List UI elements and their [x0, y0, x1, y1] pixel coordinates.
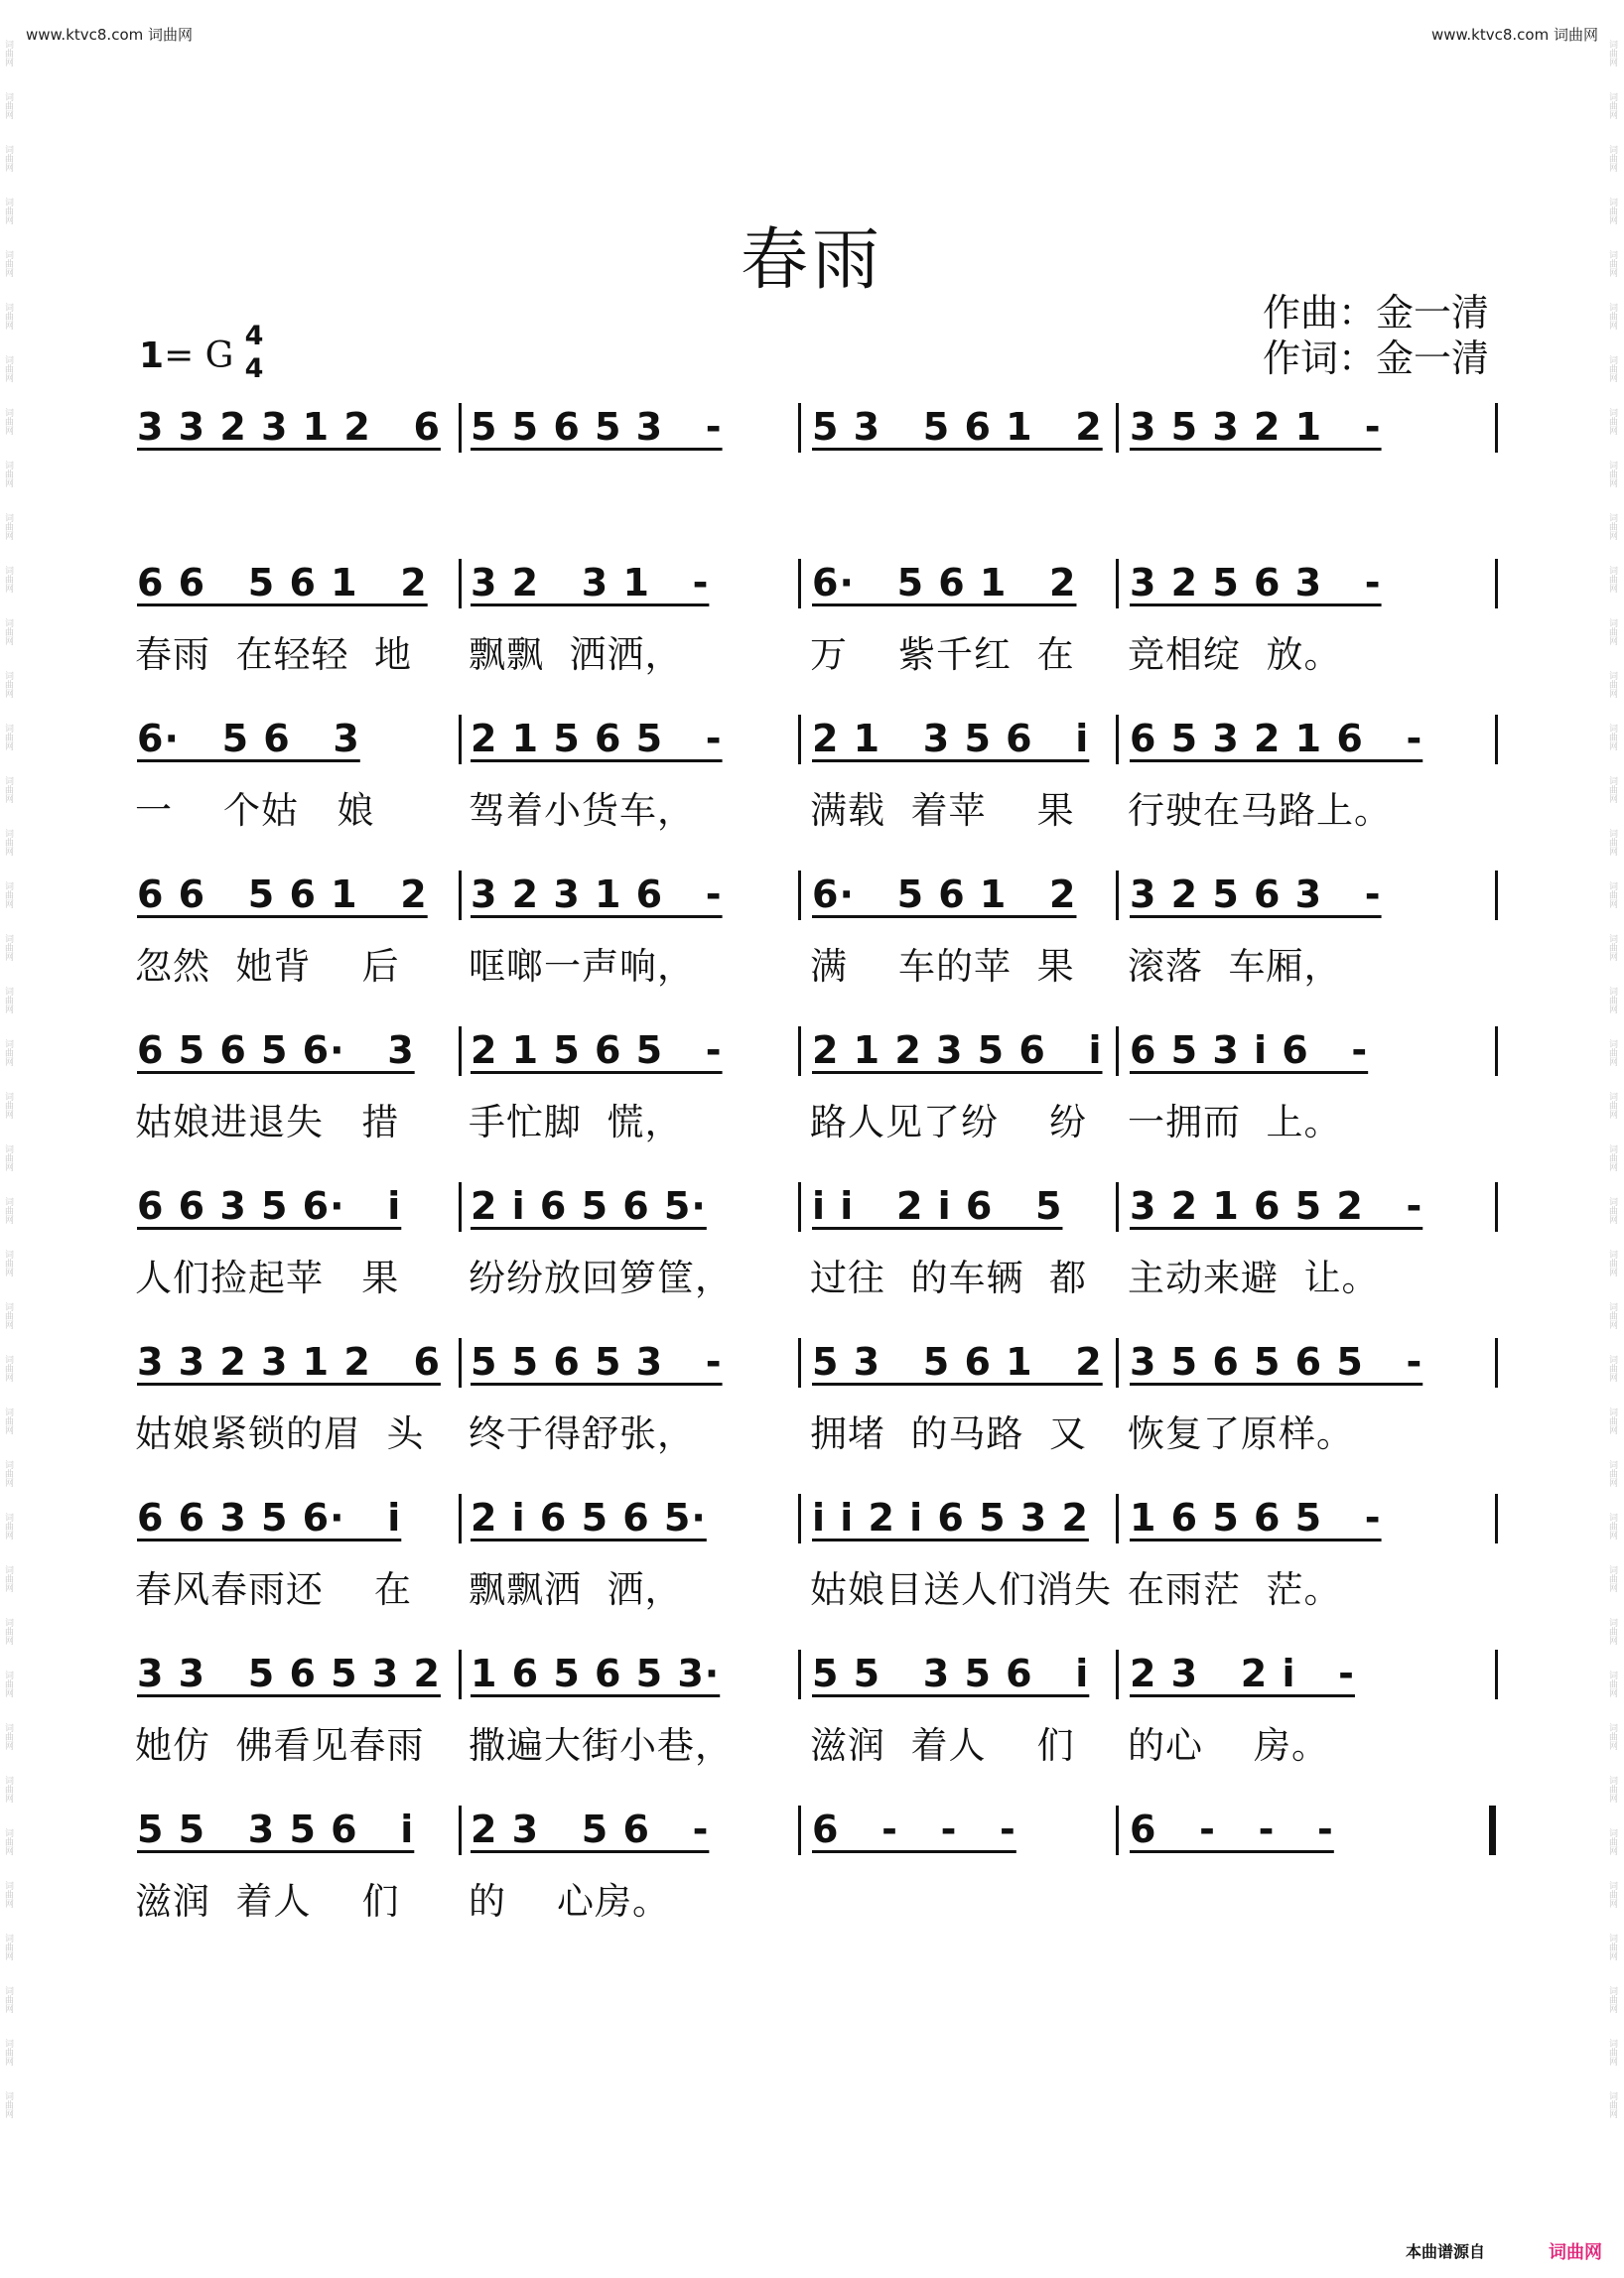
score-system [137, 1334, 1499, 1490]
watermark-text: 词曲网 [1607, 566, 1617, 593]
bar-line [1116, 1338, 1119, 1388]
watermark-text: 词曲网 [3, 145, 13, 172]
measure-notes: 5 5 3 5 6 i [137, 1808, 415, 1851]
watermark-text: 词曲网 [3, 2039, 13, 2066]
watermark-text: 词曲网 [3, 1460, 13, 1487]
watermark-text: 词曲网 [1607, 618, 1617, 645]
watermark-text: 词曲网 [3, 1986, 13, 2013]
header-site-right: www.ktvc8.com 词曲网 [1430, 26, 1598, 44]
lyric-segment: 过往 的车辆 都 [810, 1257, 1088, 1299]
bar-line [798, 715, 801, 764]
watermark-text: 词曲网 [3, 881, 13, 908]
bar-line [798, 403, 801, 453]
score-system [137, 399, 1499, 555]
measure-notes: 3 5 3 2 1 - [1130, 405, 1382, 449]
watermark-strip-right [1606, 40, 1622, 2223]
measure-notes: 5 3 5 6 1 2 [812, 405, 1103, 449]
watermark-text: 词曲网 [3, 724, 13, 750]
score-system [137, 1178, 1499, 1334]
lyric-segment: 姑娘紧锁的眉 头 [135, 1412, 425, 1455]
lyric-segment: 的 心房。 [469, 1880, 671, 1923]
watermark-text: 词曲网 [1607, 1828, 1617, 1855]
lyric-segment: 一 个姑 娘 [135, 789, 375, 832]
watermark-text: 词曲网 [3, 1144, 13, 1171]
bar-line [1495, 871, 1498, 920]
measure-notes: 2 3 2 i - [1130, 1652, 1355, 1695]
watermark-text: 词曲网 [1607, 829, 1617, 856]
lyric-segment: 路人见了纷 纷 [810, 1101, 1088, 1143]
measure-notes: 6 6 3 5 6· i [137, 1184, 402, 1228]
watermark-text: 词曲网 [1607, 355, 1617, 382]
watermark-text: 词曲网 [1607, 934, 1617, 961]
brand-logo: 词曲网 [1549, 2242, 1602, 2263]
measure-notes: 6 - - - [1130, 1808, 1334, 1851]
bar-line [798, 1494, 801, 1543]
lyric-segment: 主动来避 让。 [1128, 1257, 1380, 1299]
watermark-text: 词曲网 [3, 1039, 13, 1066]
bar-line [1495, 1494, 1498, 1543]
lyric-segment: 飘飘洒 洒， [469, 1568, 683, 1611]
lyric-segment: 在雨茫 茫。 [1128, 1568, 1342, 1611]
watermark-text: 词曲网 [3, 1302, 13, 1329]
watermark-text: 词曲网 [1607, 198, 1617, 224]
measure-notes: 2 i 6 5 6 5· [471, 1496, 707, 1540]
watermark-text: 词曲网 [3, 513, 13, 540]
watermark-text: 词曲网 [1607, 1723, 1617, 1750]
score-system [137, 1022, 1499, 1178]
measure-notes: 6 6 3 5 6· i [137, 1496, 402, 1540]
lyric-segment: 竞相绽 放。 [1128, 633, 1342, 676]
bar-line [1116, 871, 1119, 920]
notation-row [137, 711, 1499, 770]
score-system [137, 1646, 1499, 1802]
watermark-text: 词曲网 [1607, 1250, 1617, 1276]
measure-notes: 5 5 6 5 3 - [471, 1340, 723, 1384]
measure-notes: 2 i 6 5 6 5· [471, 1184, 707, 1228]
bar-line [1495, 1182, 1498, 1232]
watermark-text: 词曲网 [1607, 40, 1617, 67]
watermark-text: 词曲网 [1607, 1565, 1617, 1592]
watermark-text: 词曲网 [1607, 408, 1617, 435]
measure-notes: 2 1 2 3 5 6 i [812, 1028, 1103, 1072]
bar-line [1495, 1026, 1498, 1076]
watermark-text: 词曲网 [1607, 1776, 1617, 1803]
measure-notes: 1 6 5 6 5 3· [471, 1652, 721, 1695]
watermark-text: 词曲网 [3, 250, 13, 277]
score-system [137, 555, 1499, 711]
measure-notes: 3 3 2 3 1 2 6 [137, 405, 441, 449]
time-signature [241, 320, 267, 385]
watermark-text: 词曲网 [1607, 513, 1617, 540]
lyric-segment: 滋润 着人 们 [810, 1724, 1075, 1767]
watermark-text: 词曲网 [1607, 1460, 1617, 1487]
watermark-text: 词曲网 [1607, 303, 1617, 330]
lyric-segment: 驾着小货车， [469, 789, 695, 832]
lyrics-row [137, 932, 1499, 990]
lyric-segment: 一拥而 上。 [1128, 1101, 1342, 1143]
watermark-text: 词曲网 [3, 461, 13, 487]
bar-line [798, 871, 801, 920]
bar-line [798, 1806, 801, 1855]
lyric-segment: 忽然 她背 后 [135, 945, 400, 988]
measure-notes: 2 1 3 5 6 i [812, 717, 1090, 760]
watermark-text: 词曲网 [3, 2091, 13, 2118]
source-note: 本曲谱源自 [1405, 2242, 1485, 2261]
measure-notes: 6 5 3 i 6 - [1130, 1028, 1369, 1072]
watermark-text: 词曲网 [1607, 145, 1617, 172]
bar-line [798, 559, 801, 608]
bar-line [798, 1182, 801, 1232]
bar-line [1116, 403, 1119, 453]
bar-line [459, 715, 462, 764]
measure-notes: 6 - - - [812, 1808, 1016, 1851]
measure-notes: 6 6 5 6 1 2 [137, 561, 428, 604]
watermark-text: 词曲网 [1607, 1302, 1617, 1329]
bar-line [1495, 1338, 1498, 1388]
score [137, 399, 1499, 1957]
bar-line [1116, 1026, 1119, 1076]
measure-notes: 6 5 6 5 6· 3 [137, 1028, 415, 1072]
bar-line [1116, 1806, 1119, 1855]
measure-notes: 3 2 3 1 6 - [471, 872, 723, 916]
measure-notes: 3 2 5 6 3 - [1130, 872, 1382, 916]
watermark-text: 词曲网 [1607, 724, 1617, 750]
watermark-strip-left [2, 40, 18, 2223]
bar-line [459, 1182, 462, 1232]
lyrics-row [137, 1711, 1499, 1769]
watermark-text: 词曲网 [1607, 776, 1617, 803]
notation-row [137, 555, 1499, 614]
notation-row [137, 1490, 1499, 1549]
watermark-text: 词曲网 [3, 1092, 13, 1119]
notation-row [137, 1646, 1499, 1705]
bar-line [1116, 559, 1119, 608]
measure-notes: 6· 5 6 3 [137, 717, 360, 760]
watermark-text: 词曲网 [3, 1513, 13, 1540]
lyric-segment: 人们捡起苹 果 [135, 1257, 400, 1299]
lyric-segment: 手忙脚 慌， [469, 1101, 683, 1143]
score-system [137, 1490, 1499, 1646]
watermark-text: 词曲网 [3, 198, 13, 224]
watermark-text: 词曲网 [3, 566, 13, 593]
measure-notes: 2 3 5 6 - [471, 1808, 710, 1851]
lyric-segment: 满载 着苹 果 [810, 789, 1075, 832]
watermark-text: 词曲网 [1607, 1881, 1617, 1908]
watermark-text: 词曲网 [3, 1881, 13, 1908]
time-numerator: 4 [244, 321, 264, 351]
lyric-segment: 万 紫千红 在 [810, 633, 1075, 676]
notation-row [137, 1178, 1499, 1238]
lyrics-row [137, 1088, 1499, 1145]
bar-line [459, 403, 462, 453]
watermark-text: 词曲网 [3, 1197, 13, 1224]
bar-line [798, 1650, 801, 1699]
bar-line [1495, 559, 1498, 608]
watermark-text: 词曲网 [3, 1565, 13, 1592]
bar-line [459, 1338, 462, 1388]
lyric-segment: 她仿 佛看见春雨 [135, 1724, 425, 1767]
bar-line [1495, 715, 1498, 764]
header-site-left: www.ktvc8.com 词曲网 [26, 26, 194, 44]
measure-notes: 2 1 5 6 5 - [471, 1028, 723, 1072]
watermark-text: 词曲网 [3, 303, 13, 330]
watermark-text: 词曲网 [1607, 1986, 1617, 2013]
watermark-text: 词曲网 [1607, 2039, 1617, 2066]
lyric-segment: 飘飘 洒洒， [469, 633, 683, 676]
watermark-text: 词曲网 [1607, 987, 1617, 1013]
notation-row [137, 399, 1499, 459]
watermark-text: 词曲网 [3, 1828, 13, 1855]
lyric-segment: 纷纷放回箩筐， [469, 1257, 733, 1299]
lyric-segment: 恢复了原样。 [1128, 1412, 1354, 1455]
watermark-text: 词曲网 [3, 987, 13, 1013]
bar-line [459, 1026, 462, 1076]
lyric-segment: 滚落 车厢， [1128, 945, 1342, 988]
watermark-text: 词曲网 [3, 355, 13, 382]
watermark-text: 词曲网 [3, 829, 13, 856]
lyric-segment: 终于得舒张， [469, 1412, 695, 1455]
measure-notes: 3 3 2 3 1 2 6 [137, 1340, 441, 1384]
measure-notes: i i 2 i 6 5 [812, 1184, 1063, 1228]
notation-row [137, 1802, 1499, 1861]
time-denominator: 4 [244, 353, 264, 384]
key-name: = G [164, 335, 234, 376]
lyric-segment: 春雨 在轻轻 地 [135, 633, 413, 676]
measure-notes: 6· 5 6 1 2 [812, 561, 1077, 604]
watermark-text: 词曲网 [3, 1934, 13, 1960]
notation-row [137, 1334, 1499, 1394]
watermark-text: 词曲网 [3, 1723, 13, 1750]
measure-notes: 3 2 5 6 3 - [1130, 561, 1382, 604]
bar-line [1495, 1650, 1498, 1699]
score-system [137, 867, 1499, 1022]
bar-line [1116, 715, 1119, 764]
key-signature [139, 335, 233, 376]
lyric-segment: 拥堵 的马路 又 [810, 1412, 1088, 1455]
watermark-text: 词曲网 [1607, 250, 1617, 277]
bar-line [459, 1494, 462, 1543]
page-title: 春雨 [740, 221, 883, 300]
lyric-segment: 春风春雨还 在 [135, 1568, 413, 1611]
lyricist-credit: 作词：金一清 [1262, 336, 1489, 380]
bar-line [459, 559, 462, 608]
score-system [137, 711, 1499, 867]
watermark-text: 词曲网 [1607, 1513, 1617, 1540]
measure-notes: 6· 5 6 1 2 [812, 872, 1077, 916]
lyric-segment: 哐啷一声响， [469, 945, 695, 988]
lyric-segment: 滋润 着人 们 [135, 1880, 400, 1923]
watermark-text: 词曲网 [1607, 1934, 1617, 1960]
measure-notes: i i 2 i 6 5 3 2 [812, 1496, 1089, 1540]
watermark-text: 词曲网 [3, 1407, 13, 1434]
watermark-text: 词曲网 [1607, 671, 1617, 698]
bar-line [459, 871, 462, 920]
measure-notes: 3 5 6 5 6 5 - [1130, 1340, 1423, 1384]
lyric-segment: 姑娘目送人们消失 [810, 1568, 1112, 1611]
bar-line [1116, 1650, 1119, 1699]
lyric-segment: 的心 房。 [1128, 1724, 1330, 1767]
watermark-text: 词曲网 [3, 1355, 13, 1382]
bar-line [798, 1338, 801, 1388]
watermark-text: 词曲网 [1607, 1144, 1617, 1171]
lyric-segment: 姑娘进退失 措 [135, 1101, 400, 1143]
watermark-text: 词曲网 [1607, 881, 1617, 908]
bar-line [459, 1650, 462, 1699]
lyrics-row [137, 465, 1499, 522]
watermark-text: 词曲网 [3, 1671, 13, 1697]
watermark-text: 词曲网 [1607, 1618, 1617, 1645]
lyric-segment: 撒遍大街小巷， [469, 1724, 733, 1767]
lyrics-row [137, 1244, 1499, 1301]
measure-notes: 6 6 5 6 1 2 [137, 872, 428, 916]
bar-line [1495, 403, 1498, 453]
measure-notes: 3 2 1 6 5 2 - [1130, 1184, 1423, 1228]
watermark-text: 词曲网 [3, 934, 13, 961]
watermark-text: 词曲网 [3, 1250, 13, 1276]
watermark-text: 词曲网 [1607, 2091, 1617, 2118]
measure-notes: 6 5 3 2 1 6 - [1130, 717, 1423, 760]
lyrics-row [137, 1555, 1499, 1613]
watermark-text: 词曲网 [1607, 461, 1617, 487]
bar-line [1116, 1182, 1119, 1232]
measure-notes: 5 5 3 5 6 i [812, 1652, 1090, 1695]
notation-row [137, 867, 1499, 926]
watermark-text: 词曲网 [1607, 1092, 1617, 1119]
measure-notes: 3 2 3 1 - [471, 561, 710, 604]
watermark-text: 词曲网 [1607, 1355, 1617, 1382]
lyrics-row [137, 1400, 1499, 1457]
bar-line [798, 1026, 801, 1076]
watermark-text: 词曲网 [1607, 1039, 1617, 1066]
measure-notes: 5 5 6 5 3 - [471, 405, 723, 449]
notation-row [137, 1022, 1499, 1082]
bar-line [1489, 1806, 1496, 1855]
bar-line [459, 1806, 462, 1855]
bar-line [1116, 1494, 1119, 1543]
watermark-text: 词曲网 [1607, 1407, 1617, 1434]
watermark-text: 词曲网 [1607, 1671, 1617, 1697]
measure-notes: 1 6 5 6 5 - [1130, 1496, 1382, 1540]
measure-notes: 2 1 5 6 5 - [471, 717, 723, 760]
watermark-text: 词曲网 [1607, 92, 1617, 119]
composer-credit: 作曲：金一清 [1262, 291, 1489, 335]
score-system [137, 1802, 1499, 1957]
watermark-text: 词曲网 [3, 40, 13, 67]
lyrics-row [137, 1867, 1499, 1925]
lyric-segment: 行驶在马路上。 [1128, 789, 1392, 832]
lyrics-row [137, 620, 1499, 678]
watermark-text: 词曲网 [3, 618, 13, 645]
measure-notes: 3 3 5 6 5 3 2 [137, 1652, 441, 1695]
lyric-segment: 满 车的苹 果 [810, 945, 1075, 988]
measure-notes: 5 3 5 6 1 2 [812, 1340, 1103, 1384]
watermark-text: 词曲网 [3, 1776, 13, 1803]
watermark-text: 词曲网 [3, 1618, 13, 1645]
lyrics-row [137, 776, 1499, 834]
watermark-text: 词曲网 [1607, 1197, 1617, 1224]
watermark-text: 词曲网 [3, 776, 13, 803]
key-tonic-number: 1 [139, 335, 165, 376]
watermark-text: 词曲网 [3, 408, 13, 435]
watermark-text: 词曲网 [3, 671, 13, 698]
watermark-text: 词曲网 [3, 92, 13, 119]
